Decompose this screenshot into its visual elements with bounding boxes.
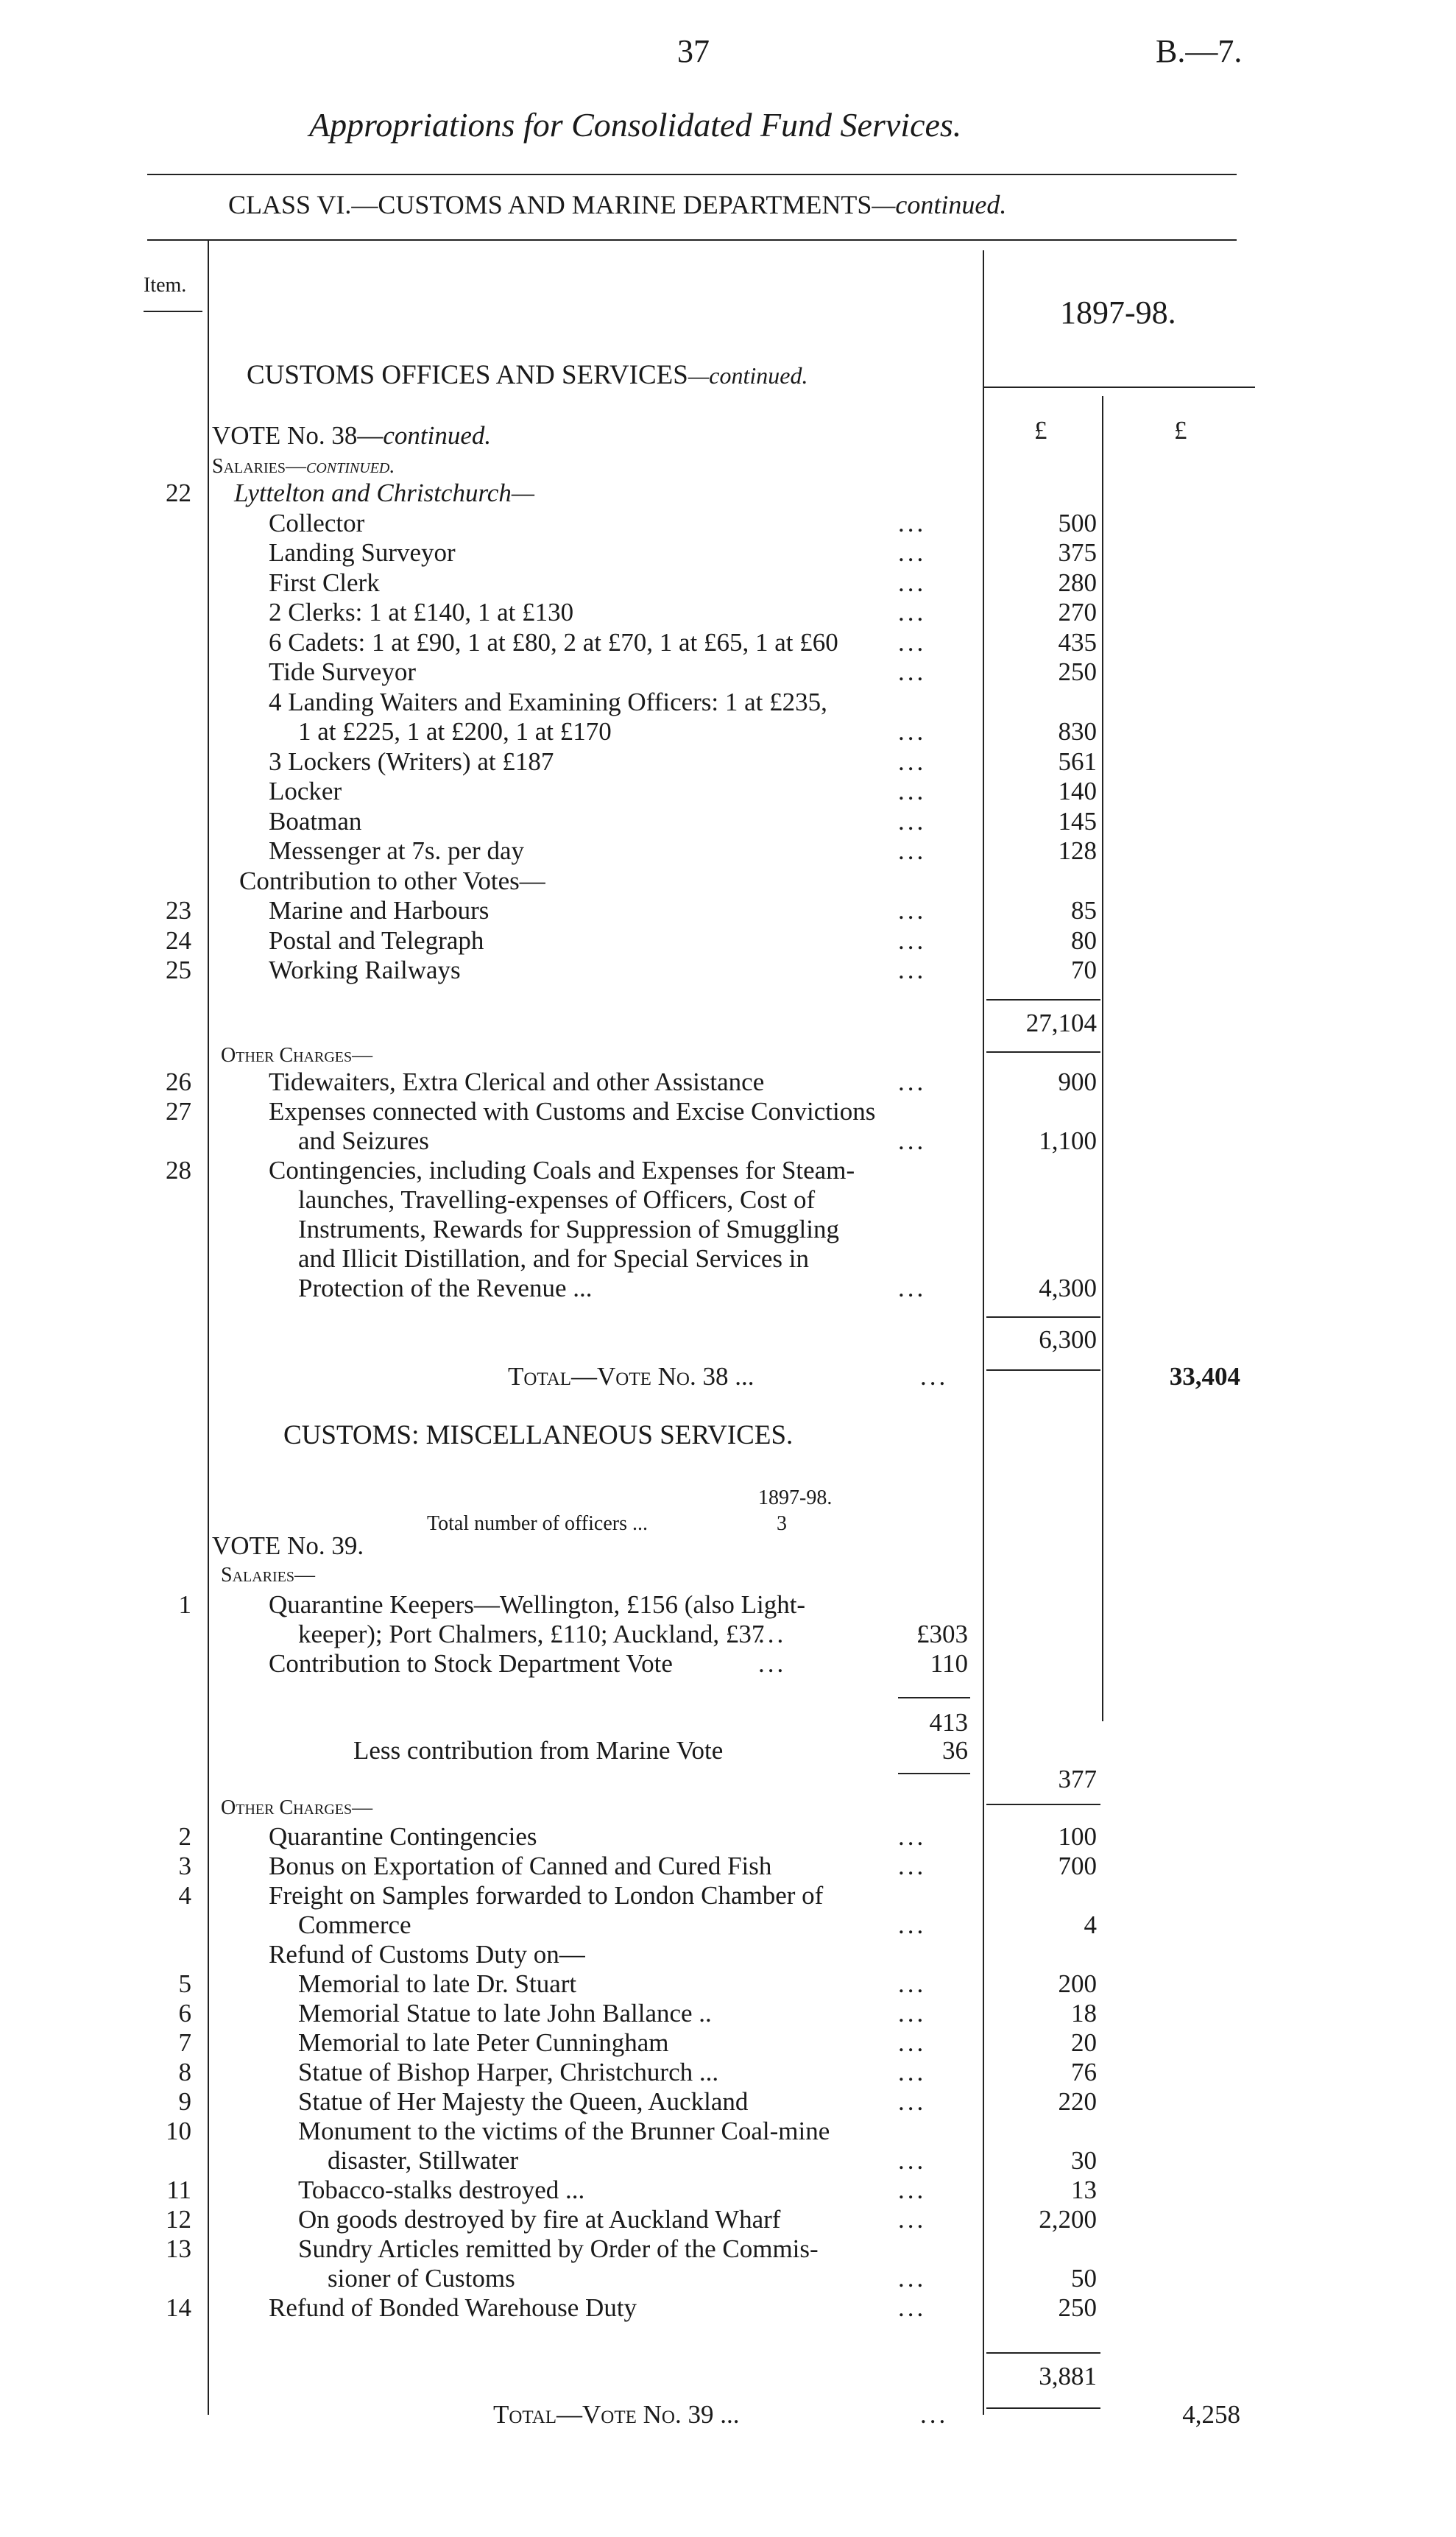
- line-item-text: Quarantine Contingencies: [269, 1822, 537, 1851]
- line-item-text: 3 Lockers (Writers) at £187: [269, 747, 554, 776]
- item-number: 28: [166, 1156, 191, 1185]
- dot-leader: ...: [898, 1068, 927, 1096]
- dot-leader: ...: [898, 896, 927, 925]
- dot-leader: ...: [898, 2264, 927, 2293]
- line-item-text: keeper); Port Chalmers, £110; Auckland, £37: [298, 1620, 765, 1648]
- line-item-text: Tobacco-stalks destroyed ...: [298, 2176, 585, 2204]
- line-item-amount: 128: [1058, 836, 1097, 865]
- pound-sign-2: £: [1174, 416, 1187, 445]
- item-number: 6: [178, 1999, 191, 2028]
- officers-year: 1897-98.: [758, 1486, 833, 1509]
- rule-top: [147, 174, 1237, 175]
- item-number: 4: [178, 1881, 191, 1910]
- line-item-amount: 900: [1058, 1068, 1097, 1096]
- line-item-amount: 18: [1071, 1999, 1097, 2028]
- item-number: 26: [166, 1068, 191, 1096]
- district-heading: Lyttelton and Christchurch—: [234, 479, 534, 507]
- less-contribution-amount: 36: [942, 1736, 968, 1765]
- line-item-text: Memorial Statue to late John Ballance ..: [298, 1999, 712, 2028]
- line-item-amount: 100: [1058, 1822, 1097, 1851]
- other-charges-heading-38: Other Charges—: [221, 1044, 373, 1067]
- item-number: 13: [166, 2234, 191, 2263]
- line-item-text: Expenses connected with Customs and Excise Convictions: [269, 1097, 876, 1126]
- line-item-text: 2 Clerks: 1 at £140, 1 at £130: [269, 598, 574, 627]
- line-item-amount: 20: [1071, 2028, 1097, 2057]
- line-item-text: Statue of Bishop Harper, Christchurch ...: [298, 2058, 719, 2086]
- dot-leader: ...: [898, 568, 927, 597]
- column-divider-left: [208, 239, 209, 2415]
- item-number: 10: [166, 2117, 191, 2145]
- total-38-leader: ...: [920, 1362, 949, 1391]
- item-number: 11: [166, 2176, 191, 2204]
- line-item-text: Postal and Telegraph: [269, 925, 484, 955]
- line-item-amount: 1,100: [1039, 1126, 1097, 1155]
- dot-leader: ...: [898, 1910, 927, 1939]
- rule-oc39-bottom: [986, 2352, 1100, 2354]
- line-item-text: Statue of Her Majesty the Queen, Auckland: [298, 2087, 749, 2116]
- column-divider-inner: [1102, 396, 1103, 1721]
- line-item-amount: 830: [1058, 717, 1097, 746]
- line-item-amount: 500: [1058, 508, 1097, 537]
- dot-leader: ...: [898, 777, 927, 805]
- total-39-leader: ...: [920, 2400, 949, 2429]
- line-item-text: Marine and Harbours: [269, 896, 490, 925]
- pound-sign-1: £: [1034, 416, 1047, 445]
- rule-sub38-bottom: [986, 1051, 1100, 1053]
- dot-leader: ...: [898, 2176, 927, 2204]
- page-number: 37: [677, 33, 710, 69]
- line-item-text: Refund of Bonded Warehouse Duty: [269, 2293, 637, 2322]
- line-item-text: and Seizures: [298, 1126, 429, 1155]
- line-item-amount: £303: [916, 1620, 968, 1648]
- rule-sal39-net: [898, 1773, 970, 1774]
- line-item-amount: 220: [1058, 2087, 1097, 2116]
- line-item-amount: 375: [1058, 538, 1097, 567]
- rule-class: [147, 239, 1237, 241]
- column-divider-middle: [983, 250, 984, 2415]
- salaries-39-sum: 413: [929, 1708, 968, 1737]
- line-item-text: On goods destroyed by fire at Auckland Wharf: [298, 2205, 781, 2234]
- line-item-text: and Illicit Distillation, and for Special Services in: [298, 1244, 810, 1273]
- dot-leader: ...: [898, 627, 927, 657]
- dot-leader: ...: [898, 2146, 927, 2175]
- document-reference: B.—7.: [1156, 33, 1243, 69]
- line-item-text: Commerce: [298, 1910, 411, 1939]
- line-item-amount: 70: [1071, 956, 1097, 984]
- line-item-text: Messenger at 7s. per day: [269, 836, 524, 865]
- line-item-text: Collector: [269, 508, 365, 537]
- line-item-text: launches, Travelling-expenses of Officers, Cost of: [298, 1185, 816, 1214]
- item-number: 1: [178, 1590, 191, 1619]
- page-title: Appropriations for Consolidated Fund Services.: [309, 106, 962, 144]
- line-item-text: Protection of the Revenue ...: [298, 1274, 593, 1302]
- dot-leader: ...: [898, 806, 927, 836]
- subtotal-salaries-38: 27,104: [1025, 1009, 1097, 1037]
- other-charges-heading-39: Other Charges—: [221, 1796, 373, 1819]
- dot-leader: ...: [898, 2293, 927, 2322]
- line-item-text: Contingencies, including Coals and Expenses for Steam-: [269, 1156, 855, 1185]
- dot-leader: ...: [898, 598, 927, 627]
- total-vote-39-amount: 4,258: [1182, 2400, 1240, 2429]
- line-item-text: Monument to the victims of the Brunner Coal-mine: [298, 2117, 830, 2145]
- line-item-text: Memorial to late Dr. Stuart: [298, 1969, 577, 1998]
- officers-count: 3: [777, 1512, 787, 1535]
- line-item-text: 6 Cadets: 1 at £90, 1 at £80, 2 at £70, 1 at £65, 1 at £60: [269, 627, 838, 657]
- dot-leader: ...: [898, 747, 927, 776]
- rule-oc39-top: [986, 1804, 1100, 1805]
- section-heading-customs-offices: CUSTOMS OFFICES AND SERVICES—continued.: [247, 360, 808, 390]
- line-item-amount: 250: [1058, 657, 1097, 686]
- line-item-text: Memorial to late Peter Cunningham: [298, 2028, 669, 2057]
- dot-leader: ...: [898, 925, 927, 955]
- line-item-amount: 2,200: [1039, 2205, 1097, 2234]
- line-item-amount: 30: [1071, 2146, 1097, 2175]
- dot-leader: ...: [898, 2058, 927, 2086]
- line-item-text: Contribution to other Votes—: [239, 866, 545, 895]
- line-item-amount: 110: [930, 1649, 968, 1678]
- line-item-text: disaster, Stillwater: [328, 2146, 519, 2175]
- line-item-text: Boatman: [269, 806, 362, 836]
- line-item-text: Tidewaiters, Extra Clerical and other Assistance: [269, 1068, 765, 1096]
- vote-38-heading: VOTE No. 38—continued.: [212, 421, 492, 450]
- dot-leader: ...: [898, 956, 927, 984]
- less-contribution-label: Less contribution from Marine Vote: [353, 1736, 724, 1765]
- dot-leader: ...: [898, 2205, 927, 2234]
- total-vote-38-label: Total—Vote No. 38 ...: [508, 1362, 754, 1391]
- item-number: 12: [166, 2205, 191, 2234]
- salaries-39-net: 377: [1058, 1765, 1097, 1793]
- subtotal-other-38: 6,300: [1039, 1325, 1097, 1354]
- subtotal-other-39: 3,881: [1039, 2362, 1097, 2390]
- total-vote-38-amount: 33,404: [1169, 1362, 1240, 1391]
- line-item-text: 4 Landing Waiters and Examining Officers: 1 at £235,: [269, 687, 827, 716]
- item-number: 22: [166, 479, 191, 507]
- officers-label: Total number of officers ...: [427, 1512, 648, 1535]
- line-item-amount: 50: [1071, 2264, 1097, 2293]
- line-item-text: Sundry Articles remitted by Order of the Commis-: [298, 2234, 819, 2263]
- dot-leader: ...: [898, 2028, 927, 2057]
- dot-leader: ...: [898, 1822, 927, 1851]
- salaries-heading-39: Salaries—: [221, 1564, 316, 1587]
- line-item-amount: 280: [1058, 568, 1097, 597]
- column-header-item: Item.: [144, 274, 187, 297]
- item-number: 27: [166, 1097, 191, 1126]
- line-item-text: Contribution to Stock Department Vote: [269, 1649, 673, 1678]
- rule-item: [144, 311, 202, 312]
- dot-leader: ...: [898, 1999, 927, 2028]
- line-item-amount: 4: [1084, 1910, 1097, 1939]
- dot-leader: ...: [758, 1649, 787, 1678]
- line-item-amount: 200: [1058, 1969, 1097, 1998]
- rule-sub39-bottom: [986, 2407, 1100, 2409]
- item-number: 2: [178, 1822, 191, 1851]
- line-item-amount: 250: [1058, 2293, 1097, 2322]
- class-heading: CLASS VI.—CUSTOMS AND MARINE DEPARTMENTS—continued.: [228, 190, 1007, 219]
- line-item-text: Bonus on Exportation of Canned and Cured Fish: [269, 1852, 772, 1880]
- item-number: 25: [166, 956, 191, 984]
- line-item-amount: 85: [1071, 896, 1097, 925]
- line-item-text: Freight on Samples forwarded to London Chamber of: [269, 1881, 824, 1910]
- dot-leader: ...: [898, 657, 927, 686]
- line-item-amount: 270: [1058, 598, 1097, 627]
- dot-leader: ...: [898, 836, 927, 865]
- item-number: 23: [166, 896, 191, 925]
- line-item-text: Working Railways: [269, 956, 461, 984]
- dot-leader: ...: [898, 1969, 927, 1998]
- line-item-amount: 700: [1058, 1852, 1097, 1880]
- line-item-amount: 13: [1071, 2176, 1097, 2204]
- rule-sal39-sum: [898, 1697, 970, 1698]
- dot-leader: ...: [898, 717, 927, 746]
- dot-leader: ...: [898, 2087, 927, 2116]
- line-item-amount: 145: [1058, 806, 1097, 836]
- dot-leader: ...: [898, 1852, 927, 1880]
- rule-oc38-bottom: [986, 1369, 1100, 1371]
- line-item-amount: 561: [1058, 747, 1097, 776]
- line-item-amount: 76: [1071, 2058, 1097, 2086]
- rule-oc38-top: [986, 1316, 1100, 1318]
- rule-sub38-top: [986, 999, 1100, 1001]
- item-number: 9: [178, 2087, 191, 2116]
- line-item-amount: 80: [1071, 925, 1097, 955]
- section-heading-misc: CUSTOMS: MISCELLANEOUS SERVICES.: [283, 1420, 794, 1450]
- line-item-text: Quarantine Keepers—Wellington, £156 (also Light-: [269, 1590, 806, 1619]
- item-number: 5: [178, 1969, 191, 1998]
- line-item-amount: 4,300: [1039, 1274, 1097, 1302]
- item-number: 3: [178, 1852, 191, 1880]
- dot-leader: ...: [898, 1274, 927, 1302]
- rule-year: [983, 387, 1255, 388]
- salaries-heading: Salaries—continued.: [212, 455, 395, 478]
- line-item-text: Tide Surveyor: [269, 657, 416, 686]
- line-item-text: 1 at £225, 1 at £200, 1 at £170: [298, 717, 612, 746]
- item-number: 8: [178, 2058, 191, 2086]
- item-number: 24: [166, 925, 191, 955]
- dot-leader: ...: [898, 508, 927, 537]
- line-item-text: Landing Surveyor: [269, 538, 456, 567]
- dot-leader: ...: [898, 1126, 927, 1155]
- item-number: 7: [178, 2028, 191, 2057]
- line-item-text: First Clerk: [269, 568, 380, 597]
- line-item-text: Locker: [269, 777, 342, 805]
- total-vote-39-label: Total—Vote No. 39 ...: [493, 2400, 740, 2429]
- vote-39-heading: VOTE No. 39.: [212, 1531, 364, 1560]
- dot-leader: ...: [898, 538, 927, 567]
- line-item-text: sioner of Customs: [328, 2264, 515, 2293]
- line-item-amount: 435: [1058, 627, 1097, 657]
- line-item-amount: 140: [1058, 777, 1097, 805]
- item-number: 14: [166, 2293, 191, 2322]
- line-item-text: Instruments, Rewards for Suppression of Smuggling: [298, 1215, 839, 1243]
- dot-leader: ...: [758, 1620, 787, 1648]
- column-header-year: 1897-98.: [1060, 294, 1176, 331]
- line-item-text: Refund of Customs Duty on—: [269, 1940, 585, 1969]
